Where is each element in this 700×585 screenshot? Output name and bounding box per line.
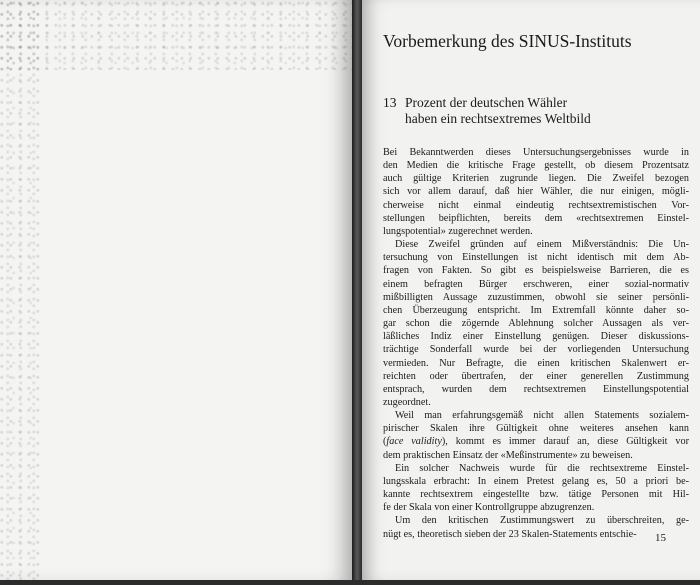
right-page [362, 0, 700, 580]
paragraph [383, 146, 689, 238]
body-text [383, 146, 689, 541]
emphasis: face validity [386, 436, 442, 448]
left-page-edge-speckle [0, 0, 45, 580]
text-line: mißbilligten Aussage zuzustimmen, obwohl sie seiner persönli- [383, 291, 689, 303]
text-line: dem praktischen Einsatz der «Meßinstrumente» zu beweisen. [383, 449, 633, 461]
text-line: Ein solcher Nachweis wurde für die rechtsextreme Einstel- [395, 462, 689, 474]
text-line: trächtige Sonderfall wurde bei der vorliegenden Untersuchung [383, 344, 689, 356]
text-line: lungsskala erbracht: In einem Pretest gelang es, 50 a priori be- [383, 475, 689, 487]
text-line: den Medien die kritische Frage gestellt, ob diesem Prozentsatz [383, 160, 689, 172]
paragraph [383, 514, 689, 540]
text-line: Weil man erfahrungsgemäß nicht allen Statements sozialem- [395, 410, 689, 422]
text-line: pirischer Skalen ihre Gültigkeit ohne weiteres ansehen kann [383, 423, 689, 435]
text-line: lungspotential» zugerechnet werden. [383, 225, 533, 237]
section-title [383, 95, 591, 127]
paragraph [383, 238, 689, 409]
paragraph [383, 409, 689, 462]
text-line: zugeordnet. [383, 396, 431, 408]
text-line: sich vor allem darauf, daß hier Wähler, die nur einigen, mögli- [383, 186, 689, 198]
page-heading: Vorbemerkung des SINUS-Instituts [383, 31, 632, 51]
text-line: (face validity), kommt es immer darauf an, diese Gültigkeit vor [383, 436, 689, 448]
text-line: auch gültige Kriterien zugrunde liegen. Die Zweifel bezogen [383, 173, 689, 185]
text-line: vermieden. Nur Befragte, die einen kritischen Skalenwert er- [383, 357, 689, 369]
left-page [0, 0, 352, 580]
bottom-edge [0, 580, 700, 585]
text-line: einem befragten Bürger erschweren, einer sozial-normativ [383, 278, 689, 290]
text-line: läßliches Indiz einer Einstellung genügen. Dieser diskussions- [383, 331, 689, 343]
text-line: Diese Zweifel gründen auf einem Mißverständnis: Die Un- [395, 239, 689, 251]
text-line: Bei Bekanntwerden dieses Untersuchungsergebnisses wurde in [383, 147, 689, 158]
section-title-line2: haben ein rechtsextremes Weltbild [405, 111, 591, 126]
section-number: 13 [383, 95, 397, 110]
text-line: nügt es, theoretisch sieben der 23 Skalen-Statements entschie- [383, 528, 637, 540]
text-line: kannte rechtsextrem eingestellte bzw. tätige Personen mit Hil- [383, 489, 689, 501]
text-line: Um den kritischen Zustimmungswert zu überschreiten, ge- [395, 515, 689, 527]
text-line: cherweise nicht einmal eindeutig rechtsextremistischen Vor- [383, 199, 689, 211]
text-line: fragen von Fakten. So gibt es beispielsweise Barrieren, die es [383, 265, 689, 277]
section-title-line1: Prozent der deutschen Wähler [405, 95, 568, 110]
book-gutter [352, 0, 362, 585]
page-number: 15 [655, 532, 666, 544]
text-line: fe der Skala von einer Kontrollgruppe abzugrenzen. [383, 502, 595, 514]
text-line: gar schon die zögernde Ablehnung solcher Aussagen als ver- [383, 318, 689, 330]
text-line: stellungen beipflichten, bereits dem «rechtsextremen Einstel- [383, 212, 689, 224]
text-line: entsprach, wurden dem rechtsextremen Einstellungspotential [383, 383, 689, 395]
paragraph [383, 462, 689, 515]
left-page-speckle [0, 0, 352, 70]
text-line: reichten oder übertrafen, der einer generellen Zustimmung [383, 370, 689, 382]
text-line: tersuchung von Einstellungen ist nicht identisch mit dem Ab- [383, 252, 689, 264]
text-line: chen Überzeugung entspricht. Im Extremfall könnte daher so- [383, 304, 689, 316]
